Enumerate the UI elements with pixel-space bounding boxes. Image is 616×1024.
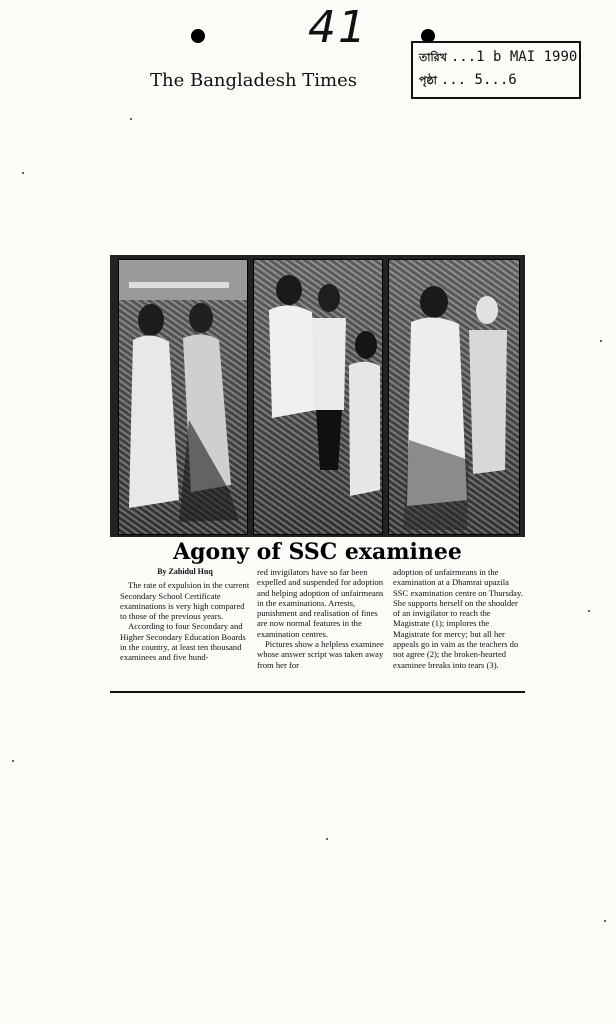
article-headline: Agony of SSC examinee xyxy=(173,539,462,565)
news-clipping xyxy=(110,255,525,695)
stamp-date-row xyxy=(419,49,577,68)
punch-hole-left xyxy=(191,29,205,43)
photo-strip xyxy=(110,255,525,537)
scan-speck xyxy=(600,340,602,342)
col2-paragraph-1: red invigilators have so far been expelled and suspended for adoption and helping adoption of unfairmeans in the examinations. Arrests, punishment and realisation of fines are now normal features in the examination centres. xyxy=(257,567,384,639)
stamp-page-value: ... 5...6 xyxy=(440,72,517,88)
scan-speck xyxy=(12,760,14,762)
col1-paragraph-1: The rate of expulsion in the current Secondary School Certificate examinations is very high compared to those of the previous years. xyxy=(120,580,250,622)
stamp-date-label: তারিখ xyxy=(419,52,447,64)
scan-speck xyxy=(588,610,590,612)
scan-speck xyxy=(326,838,328,840)
scan-speck xyxy=(604,920,606,922)
article-column-1 xyxy=(120,567,250,663)
photo-3 xyxy=(388,259,520,535)
photo-1 xyxy=(118,259,248,535)
scan-speck xyxy=(22,172,24,174)
article-byline: By Zahidul Huq xyxy=(157,567,213,576)
scan-speck xyxy=(130,118,132,120)
page-number: 41 xyxy=(308,2,368,53)
photo-2 xyxy=(253,259,383,535)
article-column-2 xyxy=(257,567,387,670)
article-column-3 xyxy=(393,567,523,670)
date-stamp xyxy=(411,41,581,99)
col1-paragraph-2: According to four Secondary and Higher Secondary Education Boards in the country, at least ten thousand examinees and five hund- xyxy=(120,621,246,663)
stamp-page-label: পৃষ্ঠা xyxy=(419,75,437,87)
bottom-rule xyxy=(110,691,525,693)
col2-paragraph-2: Pictures show a helpless examinee whose answer script was taken away from her for xyxy=(257,639,384,670)
col3-paragraph-1: adoption of unfairmeans in the examination at a Dhamrai upazila SSC examination centre on Thursday. She supports herself on the shoulder of an invigilator to reach the Magistrate (1); implores the Magistrate for mercy; but all her appeals go in vain as the teachers do not agree (2); the broken-hearted examinee breaks into tears (3). xyxy=(393,567,523,670)
newspaper-masthead: The Bangladesh Times xyxy=(150,70,357,91)
stamp-date-value: ...1 b MAI 1990 xyxy=(450,49,578,65)
stamp-page-row xyxy=(419,72,517,91)
